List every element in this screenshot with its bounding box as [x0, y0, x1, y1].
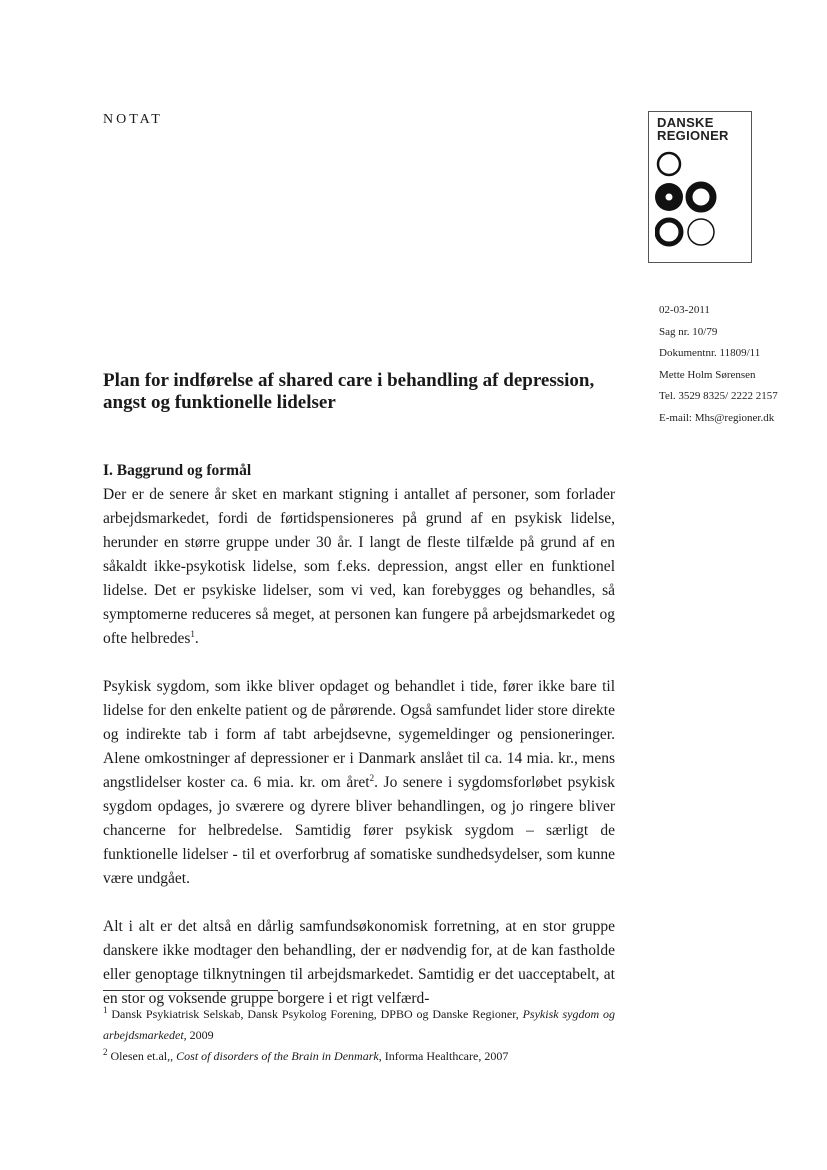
footnote-2-number: 2	[103, 1047, 108, 1057]
footnotes	[103, 1004, 615, 1067]
paragraph-1	[103, 483, 615, 651]
footnote-1-number: 1	[103, 1005, 108, 1015]
danske-regioner-logo	[648, 111, 752, 263]
paragraph-1-end: .	[194, 630, 199, 647]
footnote-2	[103, 1046, 615, 1067]
paragraph-1-text: Der er de senere år sket en markant stigning i antallet af personer, som forlader arbejdsmarkedet, fordi de førtidspensioneres på grund af en psykisk lidelse, herunder en større gruppe under 30 år. I langt de fleste tilfælde på grund af en såkaldt ikke-psykotisk lidelse, som f.eks. depression, angst eller en funktionel lidelse. Det er psykiske lidelser, som vi ved, kan forebygges og behandles, så symptomerne reduceres så meget, at personen kan fungere på arbejdsmarkedet og ofte helbredes	[103, 486, 615, 647]
section-heading: I. Baggrund og formål	[103, 462, 252, 479]
paragraph-2-text-a: Psykisk sygdom, som ikke bliver opdaget og behandlet i tide, fører ikke bare til lidelse for den enkelte patient og de pårørende. Også samfundet lider store direkte og indirekte tab i form af tabt arbejdsevne, sygemeldinger og pensioneringer. Alene omkostninger af depressioner er i Danmark anslået til ca. 14 mia. kr., mens angstlidelser koster ca. 6 mia. kr. om året	[103, 678, 615, 791]
section-background	[103, 459, 615, 1011]
logo-circles-icon	[655, 150, 721, 258]
footnote-2-text-b: , Informa Healthcare, 2007	[378, 1049, 509, 1063]
logo-line-1: DANSKE	[657, 115, 714, 130]
paragraph-3: Alt i alt er det altså en dårlig samfundsøkonomisk forretning, at en stor gruppe danskere ikke modtager den behandling, der er nødvendig for, at de kan fastholde eller genoptage tilknytningen til arbejdsmarkedet. Samtidig er det uacceptabelt, at en stor og voksende gruppe borgere i et rigt velfærd-	[103, 918, 615, 1007]
document-title: Plan for indførelse af shared care i behandling af depression, angst og funktionelle lidelser	[103, 370, 595, 413]
footnote-2-title: Cost of disorders of the Brain in Denmark	[176, 1049, 379, 1063]
footnote-1-text-a: Dansk Psykiatrisk Selskab, Dansk Psykolog Forening, DPBO og Danske Regioner,	[111, 1007, 523, 1021]
document-type-label: NOTAT	[103, 112, 163, 127]
meta-date: 02-03-2011	[659, 304, 710, 316]
footnote-1	[103, 1004, 615, 1046]
meta-document-number: Dokumentnr. 11809/11	[659, 347, 761, 359]
paragraph-2	[103, 675, 615, 891]
footnote-ref-2: 2	[369, 772, 375, 783]
footnote-ref-1: 1	[190, 628, 195, 639]
paragraph-2-text-b: . Jo senere i sygdomsforløbet psykisk sygdom opdages, jo sværere og dyrere bliver behandlingen, og jo ringere bliver chancerne for helbredelse. Samtidig fører psykisk sygdom – særligt de funktionelle lidelser - til et overforbrug af somatiske sundhedsydelser, som kunne være undgået.	[103, 774, 616, 887]
logo-text	[657, 116, 729, 142]
footnote-divider	[103, 990, 278, 991]
footnote-2-text-a: Olesen et.al,,	[110, 1049, 177, 1063]
meta-phone: Tel. 3529 8325/ 2222 2157	[659, 390, 778, 402]
meta-author: Mette Holm Sørensen	[659, 368, 756, 381]
meta-email: E-mail: Mhs@regioner.dk	[659, 411, 775, 424]
meta-case-number: Sag nr. 10/79	[659, 325, 718, 338]
document-metadata	[659, 300, 778, 429]
footnote-1-text-b: , 2009	[183, 1028, 214, 1042]
logo-line-2: REGIONER	[657, 128, 729, 143]
footnote-1-title: Psykisk sygdom og arbejdsmarkedet	[103, 1007, 615, 1042]
